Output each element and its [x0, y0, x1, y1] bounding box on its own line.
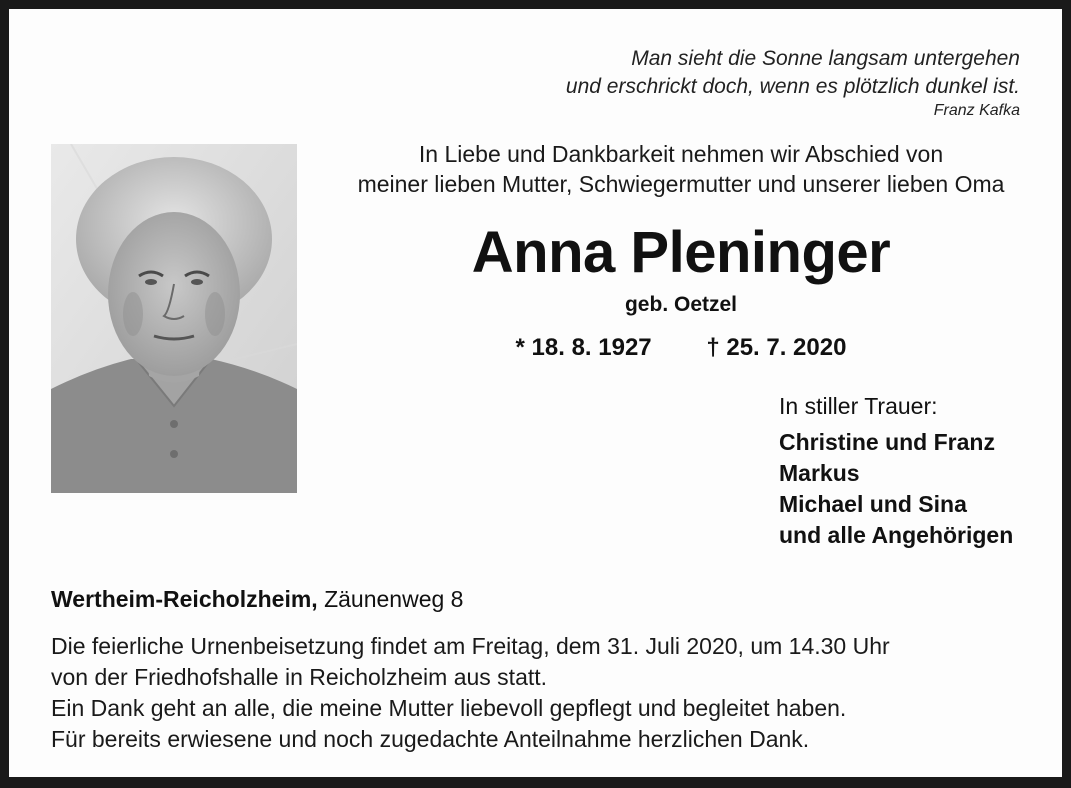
portrait-photo: [51, 144, 297, 493]
quote-author: Franz Kafka: [933, 102, 1020, 119]
address: [51, 584, 463, 614]
mourner-name: und alle Angehörigen: [779, 522, 1014, 548]
funeral-info-line: Für bereits erwiesene und noch zugedachte Anteilnahme herzlichen Dank.: [51, 726, 810, 752]
funeral-info-line: Die feierliche Urnenbeisetzung findet am Freitag, dem 31. Juli 2020, um 14.30 Uhr: [51, 633, 890, 659]
funeral-info-line: von der Friedhofshalle in Reicholzheim aus statt.: [51, 664, 548, 690]
intro-text: [309, 139, 1053, 199]
address-street: Zäunenweg 8: [324, 586, 464, 612]
mourners-heading: In stiller Trauer:: [779, 393, 938, 419]
birth-date: * 18. 8. 1927: [515, 334, 652, 361]
quote-line-2: und erschrickt doch, wenn es plötzlich dunkel ist.: [565, 75, 1020, 98]
mourner-name: Michael und Sina: [779, 491, 967, 517]
funeral-info-line: Ein Dank geht an alle, die meine Mutter liebevoll gepflegt und begleitet haben.: [51, 695, 847, 721]
funeral-info: [51, 631, 890, 755]
address-place: Wertheim-Reicholzheim,: [51, 586, 318, 612]
mourner-name: Markus: [779, 460, 860, 486]
deceased-name: Anna Pleninger: [471, 220, 891, 285]
maiden-name: geb. Oetzel: [624, 293, 738, 316]
intro-line-2: meiner lieben Mutter, Schwiegermutter und unserer lieben Oma: [357, 171, 1005, 197]
quote-line-1: Man sieht die Sonne langsam untergehen: [631, 47, 1020, 70]
kafka-quote: [566, 45, 1020, 121]
mourner-name: Christine und Franz: [779, 429, 995, 455]
intro-line-1: In Liebe und Dankbarkeit nehmen wir Abschied von: [418, 141, 944, 167]
death-date: † 25. 7. 2020: [706, 334, 847, 361]
life-dates: [309, 333, 1053, 363]
portrait-illustration: [51, 144, 297, 493]
mourners-block: [779, 391, 1013, 551]
